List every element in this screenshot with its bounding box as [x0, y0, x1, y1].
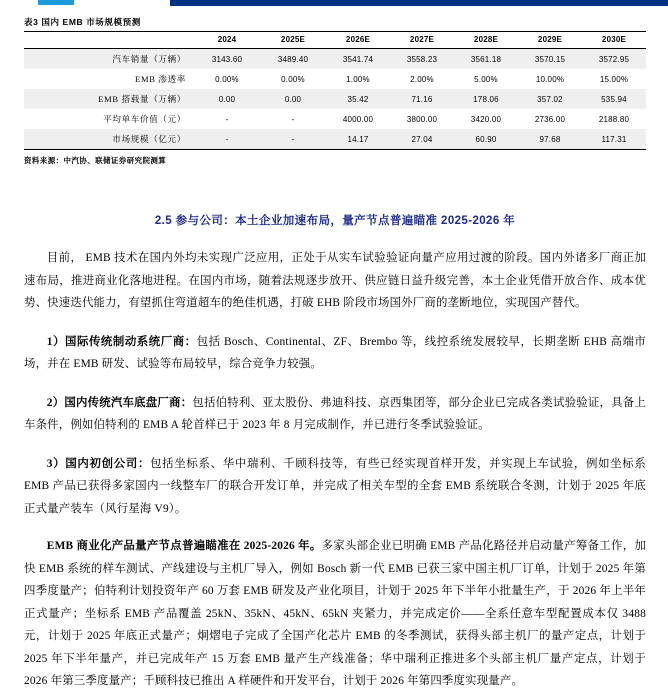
table-cell: 3570.15: [518, 49, 582, 70]
table-cell: 0.00%: [215, 74, 239, 84]
table-cell: 35.42: [326, 89, 390, 109]
table-header-cell-7: 2030E: [582, 32, 646, 49]
final-body: 多家头部企业已明确 EMB 产品化路径并启动量产筹备工作，加快 EMB 系统的样车测试、产线建设与主机厂导入，例如 Bosch 新一代 EMB 已获三家中国主机厂订单，计划于 2025 年第四季度量产；伯特利计划投资年产 60 万套 EMB 研发及产业化项目，计划于 2025 年下半年小批量生产，于 2026 年上半年正式量产；坐标系 EMB 产品覆盖 25kN、35kN、45kN、65kN 夹紧力，并完成定价——全系任意车型配置成本仅 3488 元，计划于 2025 年底正式量产；炯熠电子完成了全国产化芯片 EMB 的冬季测试，获得头部主机厂的量产定点，计划于 2025 年下半年量产，并已完成年产 15 万套 EMB 量产生产线准备；华中瑞利正推进多个头部主机厂量产定点，计划于 2026 年第三季度量产；千顾科技已推出 A 样硬件和开发平台，计划于 2026 年第四季度实现量产。: [24, 540, 646, 687]
row-label: 平均单车价值（元）: [103, 114, 186, 124]
table-header-cell-2: 2025E: [260, 32, 326, 49]
table-cell: 3489.40: [260, 49, 326, 70]
table-cell: 3572.95: [582, 49, 646, 70]
table-header: [24, 32, 646, 49]
table-header-cell-0: [24, 32, 194, 49]
table-block: [0, 16, 668, 166]
table-row: [24, 109, 646, 129]
table-cell: 2.00%: [410, 74, 434, 84]
table-cell: 3541.74: [326, 49, 390, 70]
table-cell: 3561.18: [454, 49, 518, 70]
table-cell: 3143.60: [194, 49, 260, 70]
paragraph-item-1: [24, 331, 646, 376]
table-cell: 0.00%: [281, 74, 305, 84]
row-label: 汽车销量（万辆）: [24, 49, 194, 70]
table-cell: 117.31: [582, 129, 646, 150]
final-lead: EMB 商业化产品量产节点普遍瞄准在 2025-2026 年。: [46, 540, 322, 552]
table-cell: 5.00%: [474, 74, 498, 84]
table-header-cell-1: 2024: [194, 32, 260, 49]
table-cell: 10.00%: [535, 74, 565, 84]
table-cell: 0.00: [260, 89, 326, 109]
row-label: EMB 渗透率: [135, 74, 186, 84]
table-row: [24, 49, 646, 70]
table-cell: -: [260, 129, 326, 150]
table-cell: 178.06: [454, 89, 518, 109]
table-body: [24, 49, 646, 150]
table-cell: 3800.00: [406, 114, 438, 124]
emb-market-size-table: [24, 31, 646, 150]
table-cell: 97.68: [518, 129, 582, 150]
item-3-lead: 3）国内初创公司：: [46, 457, 151, 470]
table-header-cell-4: 2027E: [390, 32, 454, 49]
table-cell: -: [225, 114, 229, 124]
item-1-lead: 1）国际传统制动系统厂商：: [46, 335, 197, 348]
table-cell: 2736.00: [534, 114, 566, 124]
section-heading: 2.5 参与公司：本土企业加速布局，量产节点普遍瞄准 2025-2026 年: [154, 215, 516, 227]
item-1-body: 包括 Bosch、Continental、ZF、Brembo 等，线控系统发展较早，长期垄断 EHB 高端市场，并在 EMB 研发、试验等布局较早，综合竞争力较强。: [24, 335, 646, 370]
paragraph-item-3: [24, 453, 646, 521]
table-caption: 表3 国内 EMB 市场规模预测: [24, 17, 141, 27]
table-header-cell-6: 2029E: [518, 32, 582, 49]
table-cell: 0.00: [194, 89, 260, 109]
item-3-body: 包括坐标系、华中瑞利、千顾科技等，有些已经实现首样开发，并实现上车试验，例如坐标系 EMB 产品已获得多家国内一线整车厂的联合开发订单，并完成了相关车型的全套 EMB 系统联合冬测，计划于 2025 年底正式量产装车（风行星海 V9）。: [24, 457, 646, 515]
table-row: [24, 69, 646, 89]
banner-accent-light: [38, 0, 74, 5]
table-cell: 357.02: [518, 89, 582, 109]
table-cell: -: [291, 114, 295, 124]
table-cell: 4000.00: [342, 114, 374, 124]
article-body: [0, 212, 668, 693]
table-cell: 3420.00: [470, 114, 502, 124]
table-row: [24, 89, 646, 109]
banner-accent-dark: [170, 0, 668, 6]
table-source-note: 资料来源：中汽协、联储证券研究院测算: [24, 156, 167, 165]
table-cell: 535.94: [582, 89, 646, 109]
table-cell: -: [194, 129, 260, 150]
table-cell: 15.00%: [599, 74, 629, 84]
item-2-body: 包括伯特利、亚太股份、弗迪科技、京西集团等，部分企业已完成各类试验验证，具备上车条件，例如伯特利的 EMB A 轮首样已于 2023 年 8 月完成制作，并已进行冬季试验验证。: [24, 396, 646, 431]
row-label: EMB 搭载量（万辆）: [24, 89, 194, 109]
row-label: 市场规模（亿元）: [24, 129, 194, 150]
table-header-cell-5: 2028E: [454, 32, 518, 49]
table-cell: 60.90: [454, 129, 518, 150]
paragraph-intro: 目前， EMB 技术在国内外均未实现广泛应用，正处于从实车试验验证向量产应用过渡的阶段。国内外诸多厂商正加速布局，推进商业化落地进程。在国内市场，随着法规逐步放开、供应链日益升级完善，本土企业凭借开放合作、成本优势、快速迭代能力，有望抓住弯道超车的绝佳机遇，打破 EHB 阶段市场国外厂商的垄断地位，实现国产替代。: [24, 252, 646, 309]
page-top-banner: [0, 0, 668, 9]
table-cell: 71.16: [390, 89, 454, 109]
table-header-row: [24, 32, 646, 49]
table-cell: 27.04: [390, 129, 454, 150]
item-2-lead: 2）国内传统汽车底盘厂商：: [46, 396, 193, 409]
table-cell: 2188.80: [598, 114, 630, 124]
table-header-cell-3: 2026E: [326, 32, 390, 49]
table-cell: 1.00%: [346, 74, 370, 84]
table-row: [24, 129, 646, 150]
paragraph-final: [24, 535, 646, 693]
table-cell: 14.17: [326, 129, 390, 150]
paragraph-item-2: [24, 392, 646, 437]
table-cell: 3558.23: [390, 49, 454, 70]
